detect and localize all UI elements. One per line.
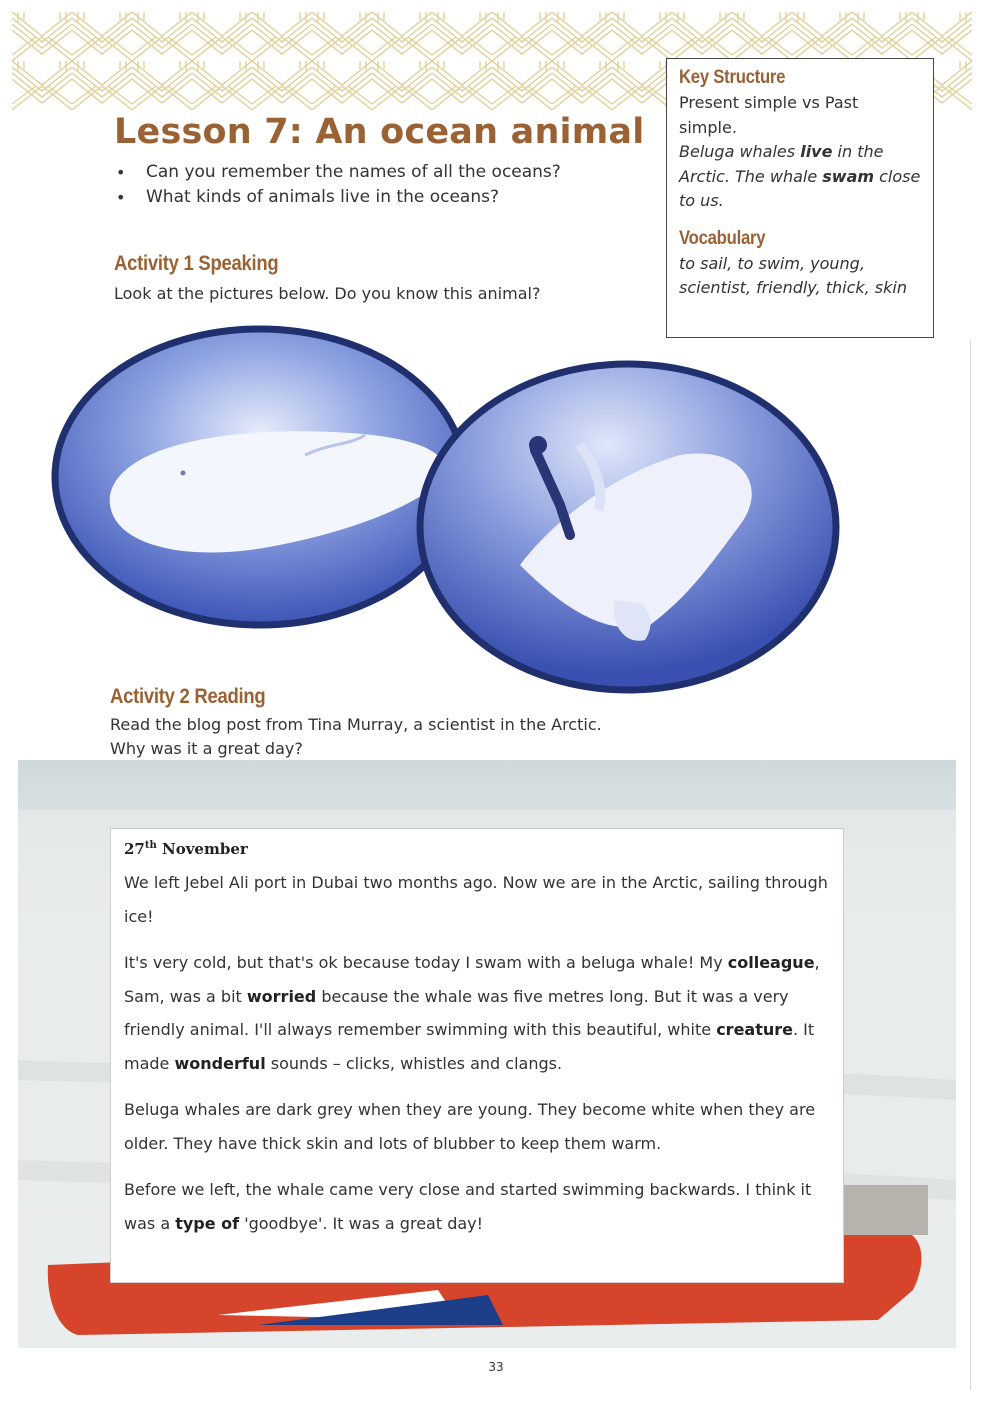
example-part: close to us.: [679, 166, 921, 210]
key-structure-box: [666, 58, 934, 338]
p4-part: 'goodbye'. It was a great day!: [239, 1213, 484, 1233]
blog-paragraph-3: Beluga whales are dark grey when they are young. They become white when they are older. They have thick skin and lots of blubber to keep them warm.: [124, 1100, 816, 1153]
vocabulary-words: to sail, to swim, young, scientist, friendly, thick, skin: [679, 253, 907, 297]
bold-colleague: colleague: [727, 953, 815, 972]
activity2-line1: Read the blog post from Tina Murray, a scientist in the Arctic.: [110, 715, 602, 734]
beluga-photos: [50, 325, 850, 700]
key-structure-text: [679, 91, 921, 214]
activity2-line2: Why was it a great day?: [110, 739, 303, 758]
blog-paragraph-1: We left Jebel Ali port in Dubai two months ago. Now we are in the Arctic, sailing through ice!: [124, 873, 828, 926]
lesson-title: Lesson 7: An ocean animal: [114, 112, 645, 152]
p2-part: It's very cold, but that's ok because today I swam with a beluga whale! My: [124, 953, 728, 972]
beluga-photo-right: [420, 364, 836, 690]
example-bold-swam: swam: [822, 166, 875, 186]
p2-part: , Sam, was a bit: [124, 953, 820, 1006]
vocabulary-heading: Vocabulary: [679, 227, 766, 249]
activity1-heading: Activity 1 Speaking: [114, 252, 279, 275]
question-animals: • What kinds of animals live in the oceans?: [114, 185, 634, 210]
key-structure-line: Present simple vs Past simple.: [679, 93, 859, 137]
date-day: 27: [124, 840, 145, 858]
page-edge-line: [970, 340, 971, 1390]
intro-questions: [114, 160, 634, 210]
blog-paragraph-4: [124, 1173, 831, 1240]
bold-creature: creature: [716, 1020, 793, 1039]
example-part: Beluga whales: [679, 142, 801, 161]
activity1-text: Look at the pictures below. Do you know this animal?: [114, 284, 541, 303]
p2-part: sounds – clicks, whistles and clangs.: [265, 1053, 563, 1073]
p2-part: . It made: [124, 1020, 815, 1073]
activity2-heading: Activity 2 Reading: [110, 685, 266, 708]
date-month: November: [156, 840, 248, 858]
blog-paragraph-2: [124, 946, 831, 1080]
date-suffix: th: [144, 840, 157, 851]
blog-post-card: [110, 828, 844, 1283]
bold-wonderful: wonderful: [174, 1053, 266, 1073]
example-bold-live: live: [800, 142, 833, 161]
key-structure-example: [679, 142, 920, 210]
question-oceans: • Can you remember the names of all the oceans?: [114, 160, 634, 185]
beluga-photo-left: [55, 329, 465, 625]
page-number: 33: [488, 1360, 504, 1374]
bold-worried: worried: [246, 986, 317, 1006]
key-structure-heading: Key Structure: [679, 67, 786, 88]
p4-part: Before we left, the whale came very close and started swimming backwards. I think it was a: [124, 1180, 812, 1233]
example-part: in the Arctic. The whale: [679, 142, 884, 186]
bold-type-of: type of: [175, 1213, 240, 1233]
p2-part: because the whale was five metres long. But it was a very friendly animal. I'll always remember swimming with this beautiful, white: [124, 986, 789, 1039]
blog-date: [124, 835, 831, 860]
